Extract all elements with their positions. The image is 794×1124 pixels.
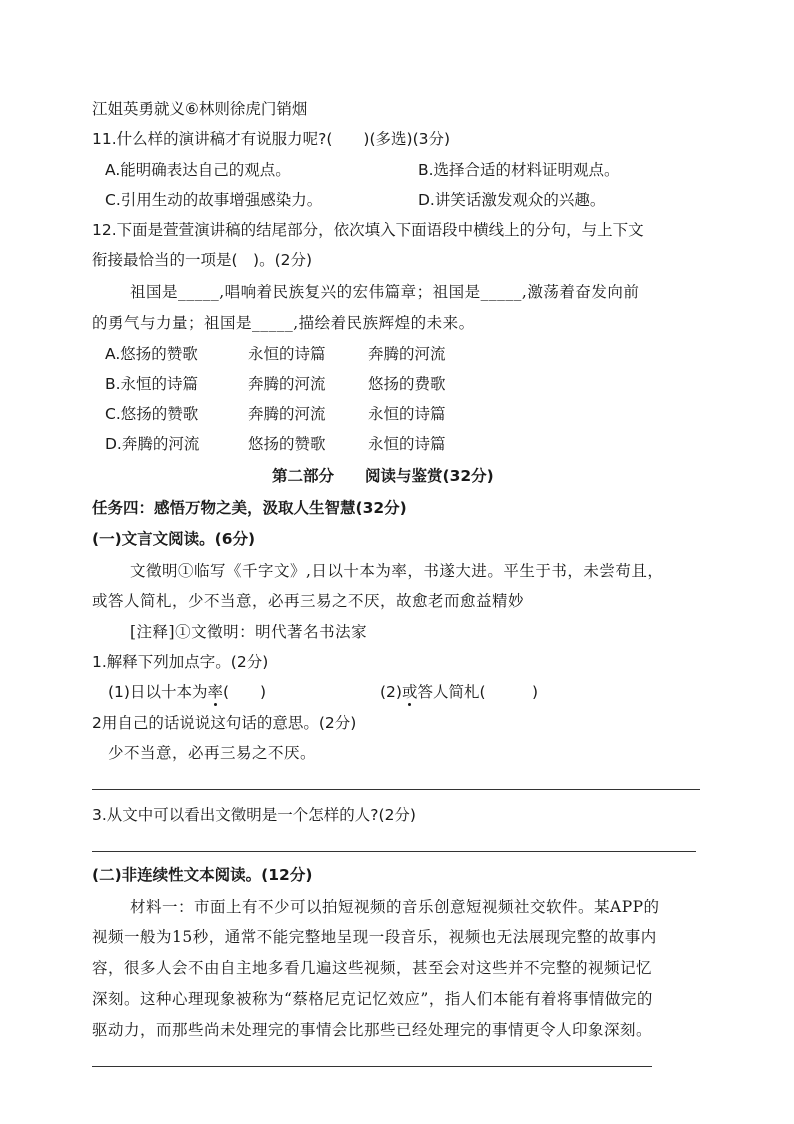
q12-option-a-label: A.悠扬的赞歌	[105, 345, 198, 363]
q11-option-d: D.讲笑话激发观众的兴趣。	[418, 191, 606, 209]
dotted-char: 率	[207, 683, 223, 701]
q12-option-c-label: C.悠扬的赞歌	[105, 405, 199, 423]
section1-title: (一)文言文阅读。(6分)	[92, 530, 256, 548]
q12-stem-line1: 12.下面是萱萱演讲稿的结尾部分，依次填入下面语段中横线上的分句，与上下文	[92, 221, 644, 239]
q12-option-a-col3: 奔腾的河流	[368, 345, 446, 363]
q12-option-a-col2: 永恒的诗篇	[248, 345, 326, 363]
part2-title: 第二部分 阅读与鉴赏(32分)	[272, 467, 494, 485]
task4-heading: 任务四：感悟万物之美，汲取人生智慧(32分)	[92, 499, 407, 517]
q11-option-c: C.引用生动的故事增强感染力。	[105, 191, 323, 209]
material-line2: 视频一般为15秒，通常不能完整地呈现一段音乐，视频也无法展现完整的故事内	[92, 928, 657, 946]
q12-passage-line2: 的勇气与力量；祖国是_____,描绘着民族辉煌的未来。	[92, 314, 475, 332]
q12-passage-line1: 祖国是_____,唱响着民族复兴的宏伟篇章；祖国是_____,激荡着奋发向前	[130, 283, 640, 301]
classical-text-line2: 或答人简札，少不当意，必再三易之不厌，故愈老而愈益精妙	[92, 592, 525, 610]
material-line5: 驱动力，而那些尚未处理完的事情会比那些已经处理完的事情更令人印象深刻。	[92, 1021, 653, 1039]
q12-option-d-label: D.奔腾的河流	[105, 435, 200, 453]
q12-option-d-col3: 永恒的诗篇	[368, 435, 446, 453]
q12-option-b-col3: 悠扬的费歌	[368, 375, 446, 393]
s1-question3: 3.从文中可以看出文徵明是一个怎样的人?(2分)	[92, 806, 416, 824]
s1-question2: 2用自己的话说说这句话的意思。(2分)	[92, 714, 357, 732]
annotation-note: [注释]①文徵明：明代著名书法家	[130, 623, 368, 641]
material-line3: 容，很多人会不由自主地多看几遍这些视频，甚至会对这些并不完整的视频记忆	[92, 959, 653, 977]
item1-blank: ( )	[222, 683, 267, 701]
item2-blank: 答人简札( )	[417, 683, 539, 701]
q12-option-b-col2: 奔腾的河流	[248, 375, 326, 393]
dotted-char: 或	[401, 683, 418, 701]
q11-stem: 11.什么样的演讲稿才有说服力呢?( )(多选)(3分)	[92, 130, 451, 148]
answer-line	[92, 789, 700, 790]
q12-stem-line2: 衔接最恰当的一项是( )。(2分)	[92, 251, 313, 269]
s1-question2-quote: 少不当意，必再三易之不厌。	[108, 744, 317, 762]
s1-question1-item1	[108, 682, 266, 702]
bottom-rule	[92, 1066, 652, 1067]
material-line1: 材料一：市面上有不少可以拍短视频的音乐创意短视频社交软件。某APP的	[130, 898, 660, 916]
item2-prefix: (2)	[380, 683, 402, 701]
material-line4: 深刻。这种心理现象被称为“蔡格尼克记忆效应”，指人们本能有着将事情做完的	[92, 990, 653, 1008]
q11-option-a: A.能明确表达自己的观点。	[105, 161, 291, 179]
s1-question1-item2	[380, 682, 538, 702]
q12-option-c-col3: 永恒的诗篇	[368, 405, 446, 423]
s1-question1: 1.解释下列加点字。(2分)	[92, 653, 269, 671]
q12-option-c-col2: 奔腾的河流	[248, 405, 326, 423]
answer-line	[92, 851, 696, 852]
q12-option-d-col2: 悠扬的赞歌	[248, 435, 326, 453]
item1-prefix: (1)日以十本为	[108, 683, 208, 701]
q12-option-b-label: B.永恒的诗篇	[105, 375, 199, 393]
classical-text-line1: 文徵明①临写《千字文》,日以十本为率，书遂大进。平生于书，未尝苟且，	[130, 562, 664, 580]
section2-title: (二)非连续性文本阅读。(12分)	[92, 866, 313, 884]
q11-option-b: B.选择合适的材料证明观点。	[418, 161, 620, 179]
top-line: 江姐英勇就义⑥林则徐虎门销烟	[92, 100, 308, 118]
